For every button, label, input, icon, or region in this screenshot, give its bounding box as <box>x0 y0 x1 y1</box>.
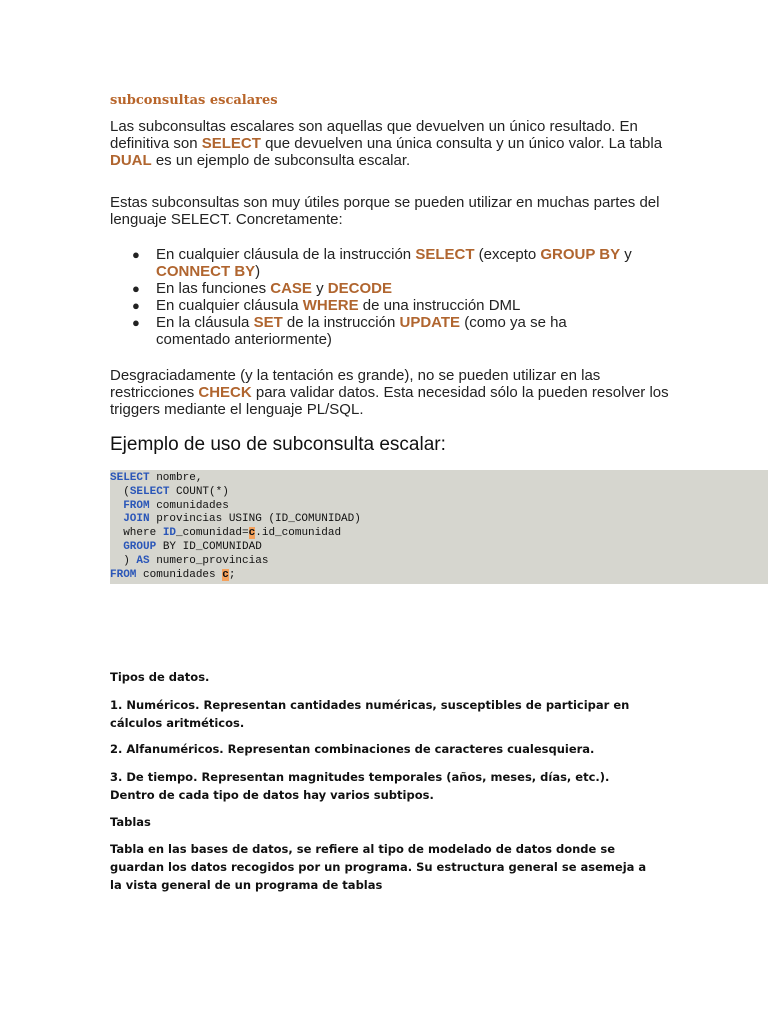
intro-keyword-select: SELECT <box>201 135 261 152</box>
example-title: Ejemplo de uso de subconsulta escalar: <box>110 434 446 455</box>
usage-list <box>110 246 640 348</box>
bullet-icon: ● <box>132 315 140 330</box>
tipo-numericos: 1. Numéricos. Representan cantidades numéricas, susceptibles de participar en cálculos aritméticos. <box>110 698 630 730</box>
list-item: ● En la cláusula SET de la instrucción UPDATE (como ya se ha comentado anteriormente) <box>132 314 567 348</box>
bullet-icon: ● <box>132 281 140 296</box>
bullet-icon: ● <box>132 298 140 313</box>
section-heading: subconsultas escalares <box>110 93 278 108</box>
intro-keyword-dual: DUAL <box>110 152 152 169</box>
list-item: ● En cualquier cláusula de la instrucción SELECT (excepto GROUP BY y CONNECT BY) <box>132 246 632 280</box>
list-item: ● En las funciones CASE y DECODE <box>132 280 392 297</box>
tablas-text: Tabla en las bases de datos, se refiere al tipo de modelado de datos donde se guardan los datos recogidos por un programa. Su estructura general se asemeja a la vista general de un programa de tablas <box>110 842 647 892</box>
intro-text-2: que devuelven una única consulta y un único valor. La tabla <box>260 135 663 152</box>
intro-text-1: Las subconsultas escalares son aquellas que devuelven un único resultado. En definitiva son <box>110 118 638 152</box>
list-item: ● En cualquier cláusula WHERE de una instrucción DML <box>132 297 521 314</box>
intro-paragraph <box>110 118 670 169</box>
tablas-title: Tablas <box>110 815 151 829</box>
code-block: SELECT nombre, (SELECT COUNT(*) FROM comunidades JOIN provincias USING (ID_COMUNIDAD) where ID_comunidad=c.id_comunidad GROUP BY ID_COMUNIDAD ) AS numero_provincias FROM comunidades c; <box>110 470 768 584</box>
intro-text-3: es un ejemplo de subconsulta escalar. <box>151 152 411 169</box>
restriction-paragraph: Desgraciadamente (y la tentación es grande), no se pueden utilizar en las restricciones CHECK para validar datos. Esta necesidad sólo la pueden resolver los triggers mediante el lenguaje PL/SQL. <box>110 367 669 418</box>
tipo-alfanumericos: 2. Alfanuméricos. Representan combinaciones de caracteres cualesquiera. <box>110 742 595 756</box>
restriction-keyword-check: CHECK <box>198 384 252 401</box>
tipo-tiempo: 3. De tiempo. Representan magnitudes temporales (años, meses, días, etc.). Dentro de cada tipo de datos hay varios subtipos. <box>110 770 610 802</box>
usefulness-paragraph: Estas subconsultas son muy útiles porque se pueden utilizar en muchas partes del lenguaje SELECT. Concretamente: <box>110 194 660 228</box>
tipos-title: Tipos de datos. <box>110 670 210 684</box>
bullet-icon: ● <box>132 247 140 262</box>
